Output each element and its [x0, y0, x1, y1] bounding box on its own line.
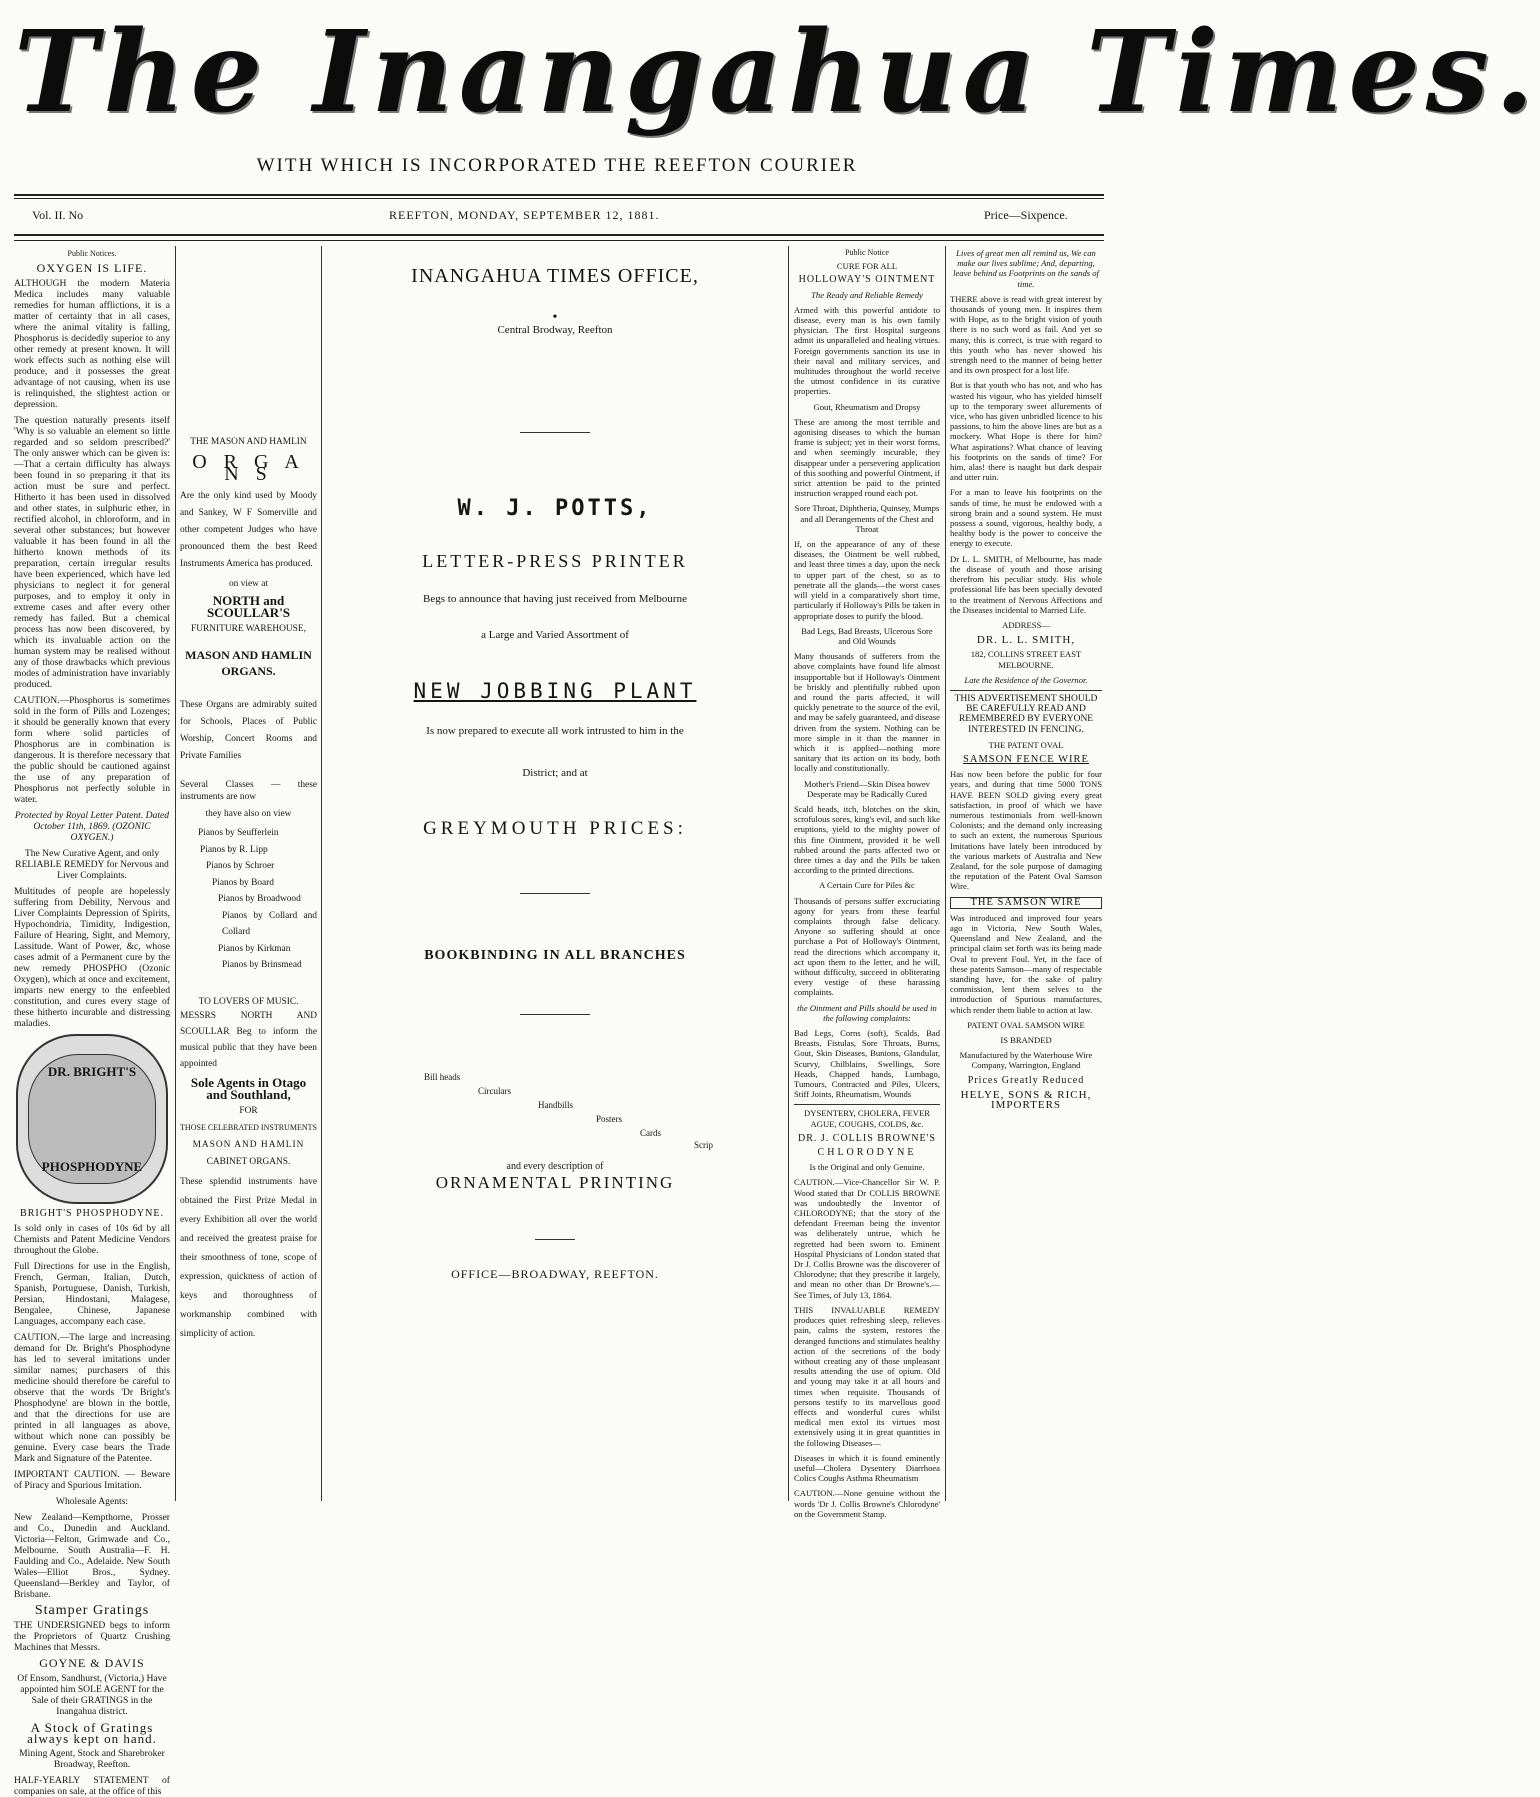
- mason-hamlin-2: MASON AND HAMLIN: [185, 648, 312, 662]
- divider: [520, 893, 590, 894]
- badge-top-text: DR. BRIGHT'S: [47, 1064, 137, 1079]
- furniture-warehouse: FURNITURE WAREHOUSE,: [191, 624, 306, 634]
- caution-2: CAUTION.—None genuine without the words 'Dr J. Collis Browne's Chlorodyne' on the Government Stamp.: [794, 1488, 940, 1519]
- phosphodyne-trademark-image: [16, 1034, 168, 1204]
- office-marker: •: [552, 310, 558, 325]
- youth-paragraph-2: But is that youth who has not, and who has wasted his vigour, who has yielded himself up to the temporary sweet allurements of vice, who has given unbridled licence to his passions, to him the above lines are but as a mockery. What Hope is there for him? What aspirations? What chance of leaving his footprints on the sands of time? For him, alas! there is naught but dark despair and utter ruin.: [950, 380, 1102, 483]
- multitudes-paragraph: Multitudes of people are hopelessly suffering from Debility, Nervous and Liver Complaints Depression of Spirits, Hypochondria, Timidity, Indigestion, Failure of Hearing, Sight, and Memory, Lassitude. Want of Power, &c, whose cases admit of a Permanent cure by the new remedy PHOSPHO (Ozonic Oxygen), which at once and excitement, imparts new energy to the enfeebled constitution, and cures every stage of these hitherto incurable and distressing maladies.: [14, 886, 170, 1029]
- messrs-paragraph: MESSRS NORTH AND SCOULLAR Beg to inform the musical public that they have been appointed: [180, 1010, 317, 1069]
- caution-paragraph: CAUTION.—Vice-Chancellor Sir W. P. Wood stated that Dr COLLIS BROWNE was undoubtedly the Inventor of CHLORODYNE; that the story of the defendant Freeman being the inventor was deliberately untrue, which he regretted had been sworn to. Eminent Hospital Physicians of London stated that Dr J. Collis Browne was the discoverer of Chlorodyne; that they prescribe it largely, and mean no other than Dr Browne's.—See Times, of July 13, 1864.: [794, 1177, 940, 1300]
- piano-item: Pianos by Brinsmead: [222, 960, 302, 970]
- also-on-view: they have also on view: [205, 809, 292, 819]
- item-scrip: Scrip: [694, 1140, 713, 1150]
- patent-notice: Protected by Royal Letter Patent. Dated October 11th, 1869. (OZONIC OXYGEN.): [14, 810, 170, 843]
- ready-remedy: The Ready and Reliable Remedy: [811, 289, 923, 300]
- district-line: District; and at: [522, 767, 588, 779]
- samson-wire-paragraph: Was introduced and improved four years ago in Victoria, New South Wales, Queensland and New Zealand, and the principal claim set forth was its being made Oval to prevent Foul. Yet, in the face of these patents Samson—many of respectable standing have, for the sake of paltry commission, lent them selves to the introduction of Spurious manufactures, which render them liable to action at law.: [950, 912, 1102, 1015]
- address-heading: ADDRESS—: [1002, 619, 1050, 630]
- printing-items: [330, 1071, 780, 1161]
- organs-2: ORGANS.: [221, 664, 276, 678]
- half-yearly: HALF-YEARLY STATEMENT of companies on sale, at the office of this: [14, 1775, 170, 1797]
- phosphodyne-sold: Is sold only in cases of 10s 6d by all Chemists and Patent Medicine Vendors throughout the Globe.: [14, 1223, 170, 1256]
- for-label: FOR: [239, 1105, 258, 1116]
- throat-paragraph: If, on the appearance of any of these diseases, the Ointment be well rubbed, and least three times a day, upon the neck to upper part of the chest, so as to penetrate all the glands—the worst cases will yield in a comparatively short time, particularly if Holloway's Pills be taken in appropriate doses to purify the blood.: [794, 539, 940, 621]
- divider: [535, 1239, 575, 1240]
- dr-smith: DR. L. L. SMITH,: [976, 634, 1076, 647]
- suited-paragraph: These Organs are admirably suited for Schools, Places of Public Worship, Concert Rooms and Private Families: [180, 700, 317, 761]
- office-address: Central Brodway, Reefton: [497, 324, 613, 336]
- importers: HELYE, SONS & RICH, IMPORTERS: [960, 1088, 1092, 1112]
- youth-paragraph-1: THERE above is read with great interest by thousands of young men. It inspires them with Hope, as to the bright vision of youth there is no such word as fail. And yet so many, this is correct, is true with regard to this youth who has never showed his strength need to the manner of being better and its own prospect for a lost life.: [950, 293, 1102, 376]
- office-footer: OFFICE—BROADWAY, REEFTON.: [451, 1267, 659, 1281]
- dysentery-heading: DYSENTERY, CHOLERA, FEVER AGUE, COUGHS, COLDS, &c.: [804, 1108, 930, 1129]
- piano-item: Pianos by Seufferlein: [198, 828, 279, 838]
- throat-heading: Sore Throat, Diphtheria, Quinsey, Mumps and all Derangements of the Chest and Throat: [794, 503, 940, 534]
- gout-heading: Gout, Rheumatism and Dropsy: [813, 401, 921, 412]
- organs-heading: O R G A N S: [192, 451, 305, 485]
- printer-name: W. J. POTTS,: [457, 496, 653, 521]
- remedy-notice: The New Curative Agent, and only RELIABLE REMEDY for Nervous and Liver Complaints.: [15, 848, 169, 881]
- divider: [520, 432, 590, 433]
- armed-paragraph: Armed with this powerful antidote to disease, every man is his own family physician. The first Hospital surgeons admit its unparalleled and healing virtues. Foreign governments sanction its use in their naval and military services, and multitudes throughout the world receive the utmost confidence in its curative properties.: [794, 304, 940, 397]
- oxygen-paragraph-2: The question naturally presents itself 'Why is so valuable an element so little regarded and so seldom prescribed?' The only answer which can be given is:—That a certain difficulty has always been found in so preparing it that its action must be sure and perfect. Hitherto it has been used in dissolved and other states, in sulphuric ether, in rectified alcohol, in chloroform, and in several other substances; but however valuable it has been found in all the hitherto known methods of its preparation, certain irregular results have been experienced, which have led physicians to neglect it for general purposes, and to employ it only in extreme cases and after every other remedy has failed. But a chemical process has now been discovered, by which its invaluable action on the human system may be realised without any of those drawbacks which previous modes of administration have invariably produced.: [14, 415, 170, 690]
- item-handbills: Handbills: [538, 1100, 573, 1110]
- cure-for-all: CURE FOR ALL: [836, 261, 898, 272]
- scald-paragraph: Scald heads, itch, blotches on the skin, scrofulous sores, king's evil, and such like eruptions, yield to the mighty power of this fine Ointment, provided it be well rubbed around the parts affected two or three times a day and the Pills be taken according to the printed directions.: [794, 803, 940, 876]
- letterpress-heading: LETTER-PRESS PRINTER: [422, 551, 688, 571]
- volume-number: Vol. II. No: [32, 208, 84, 222]
- begs-line: Begs to announce that having just received from Melbourne: [423, 593, 687, 605]
- goyne-davis: GOYNE & DAVIS: [39, 1656, 145, 1670]
- dateline-rule-thin: [14, 240, 1104, 241]
- caution-paragraph: CAUTION.—Phosphorus is sometimes sold in the form of Pills and Lozenges; it should be generally known that every form where solid particles of Phosphorus are in combination is dangerous. It is therefore necessary that the public should be cautioned against the use of any preparation of Phosphorus not perfectly soluble in water.: [14, 695, 170, 805]
- celebrated: THOSE CELEBRATED INSTRUMENTS: [180, 1122, 317, 1132]
- oxygen-heading: OXYGEN IS LIFE.: [36, 261, 148, 275]
- on-view: on view at: [228, 579, 269, 589]
- column-holloway: [794, 248, 940, 1519]
- branded: IS BRANDED: [1000, 1035, 1052, 1046]
- sole-agents: Sole Agents in Otago and Southland,: [190, 1074, 307, 1102]
- column-rule-2: [321, 246, 322, 1501]
- column-rule-3: [788, 246, 789, 1501]
- only-kind-paragraph: Are the only kind used by Moody and Sankey, W F Somerville and other competent Judges who have pronounced them the best Reed Instruments America has produced.: [180, 491, 317, 569]
- oxygen-paragraph: ALTHOUGH the modern Materia Medica includes many valuable remedies for human afflictions, it is a matter of certainty that in all cases, where the animal vitality is falling, Phosphorus is decidedly superior to any other remedy at present known. It will work effects such as nothing else will produce, and it possesses the great advantage of not causing, when its use is relinquished, the slightest action or depression.: [14, 278, 170, 410]
- divider: [520, 1014, 590, 1015]
- item-circulars: Circulars: [478, 1086, 511, 1096]
- assortment-line: a Large and Varied Assortment of: [481, 629, 629, 641]
- masthead-rule-thin: [14, 198, 1104, 199]
- badge-bottom-text: PHOSPHODYNE: [41, 1159, 143, 1174]
- mothers-heading: Mother's Friend—Skin Disea howev Desperate may be Radically Cured: [804, 778, 930, 799]
- chlorodyne: CHLORODYNE: [817, 1147, 917, 1159]
- column-organs: [180, 248, 317, 1498]
- important-caution: IMPORTANT CAUTION. — Beware of Piracy and Spurious Imitation.: [14, 1469, 170, 1491]
- stamper-paragraph: THE UNDERSIGNED begs to inform the Proprietors of Quartz Crushing Machines that Messrs.: [14, 1620, 170, 1653]
- column-public-notices: [14, 248, 170, 1797]
- masthead-rule: [14, 194, 1104, 196]
- mason-heading: THE MASON AND HAMLIN: [190, 437, 307, 447]
- original-genuine: Is the Original and only Genuine.: [809, 1162, 925, 1173]
- piano-item: Pianos by Collard and Collard: [222, 910, 317, 937]
- bookbinding: BOOKBINDING IN ALL BRANCHES: [424, 948, 686, 963]
- newspaper-subtitle: WITH WHICH IS INCORPORATED THE REEFTON COURIER: [256, 155, 858, 176]
- place-date: REEFTON, MONDAY, SEPTEMBER 12, 1881.: [389, 208, 660, 222]
- collins-street: 182, COLLINS STREET EAST MELBOURNE.: [970, 649, 1082, 670]
- piano-item: Pianos by Kirkman: [218, 943, 291, 954]
- mason-hamlin-3: MASON AND HAMLIN: [192, 1139, 305, 1150]
- holloway-heading: HOLLOWAY'S OINTMENT: [798, 274, 936, 286]
- piano-item: Pianos by Schroer: [206, 861, 275, 871]
- lovers-heading: TO LOVERS OF MUSIC.: [198, 996, 299, 1007]
- goyne-paragraph: Of Ensom, Sandhurst, (Victoria,) Have appointed him SOLE AGENT for the Sale of their GRATINGS in the Inangahua district.: [17, 1673, 167, 1717]
- phosphodyne-heading: BRIGHT'S PHOSPHODYNE.: [20, 1208, 164, 1219]
- prices-reduced: Prices Greatly Reduced: [967, 1074, 1085, 1086]
- prepared-line: Is now prepared to execute all work intrusted to him in the: [426, 725, 684, 737]
- youth-paragraph-3: For a man to leave his footprints on the sands of time, he must be endowed with a strong brain and a sound system. He must possess a sound, vigorous, healthy body, a healthy body is the power to conceive the energy to execute.: [950, 487, 1102, 549]
- ornamental-printing: ORNAMENTAL PRINTING: [435, 1173, 675, 1192]
- stock-heading: A Stock of Gratings always kept on hand.: [27, 1720, 157, 1746]
- late-residence: Late the Residence of the Governor.: [964, 674, 1088, 685]
- manufactured: Manufactured by the Waterhouse Wire Company, Warrington, England: [959, 1050, 1093, 1071]
- stamper-heading: Stamper Gratings: [34, 1603, 150, 1618]
- masthead: [0, 0, 1540, 176]
- several-classes: Several Classes — these instruments are now: [180, 780, 317, 802]
- fencing-notice: THIS ADVERTISEMENT SHOULD BE CAREFULLY READ AND REMEMBERED BY EVERYONE INTERESTED IN FENCING.: [954, 693, 1098, 735]
- dateline: [14, 208, 1104, 230]
- section-label: Public Notice: [845, 248, 889, 257]
- ointment-used: the Ointment and Pills should be used in the following complaints:: [797, 1002, 937, 1023]
- newspaper-title: The Inangahua Times.: [14, 7, 1540, 138]
- office-heading: INANGAHUA TIMES OFFICE,: [411, 265, 699, 287]
- section-label: Public Notices.: [67, 249, 117, 258]
- wholesale-agents-label: Wholesale Agents:: [55, 1496, 129, 1507]
- piles-paragraph: Thousands of persons suffer excruciating agony for years from these fearful complaints through false delicacy. Anyone so suffering should at once purchase a Pot of Holloway's Ointment, read the directions which accompany it, act upon them to the letter, and he will, without difficulty, succeed in obliterating every vestige of these harassing complaints.: [794, 895, 940, 998]
- north-scoullar: NORTH and SCOULLAR'S: [206, 593, 291, 620]
- new-jobbing-plant: NEW JOBBING PLANT: [413, 679, 697, 703]
- piano-item: Pianos by Board: [212, 877, 274, 888]
- every-description: and every description of: [506, 1161, 604, 1172]
- complaints-list: Bad Legs, Corns (soft), Scalds, Bad Breasts, Fistulas, Sore Throats, Burns, Gout, Skin Diseases, Bunions, Glandular, Scurvy, Chilblains, Swellings, Sore Heads, Chapped hands, Lumbago, Tumours, Contracted and Piles, Ulcers, Stiff Joints, Rheumatism, Wounds: [794, 1028, 940, 1100]
- cabinet-organs: CABINET ORGANS.: [206, 1156, 291, 1167]
- wholesale-agents-list: New Zealand—Kempthorne, Prosser and Co., Dunedin and Auckland. Victoria—Felton, Grimwade and Co., Melbourne. South Australia—F. H. Faulding and Co., Adelaide. New South Wales—Elliot Bros., Sydney. Queensland—Berkley and Taylor, of Brisbane.: [14, 1512, 170, 1600]
- samson-wire: THE SAMSON WIRE: [950, 897, 1102, 909]
- column-samson-wire: [950, 248, 1102, 1498]
- invaluable-paragraph: THIS INVALUABLE REMEDY produces quiet refreshing sleep, relieves pain, calms the system, restores the deranged functions and stimulates healthy action of the secretions of the body without creating any of those unpleasant results attending the use of opium. Old and young may take it at all hours and times when requisite. Thousands of persons testify to its marvellous good effects and wonderful cures whilst medical men extol its virtues most extensively using it in great quantities in the following Diseases—: [794, 1304, 940, 1448]
- pianos-list: [180, 825, 317, 974]
- youth-paragraph-4: Dr L. L. SMITH, of Melbourne, has made the disease of youth and those arising therefrom his peculiar study. His whole professional life has been specially devoted to the treatment of Nervous Affections and the Diseases incidental to Married Life.: [950, 553, 1102, 615]
- item-cards: Cards: [640, 1128, 661, 1138]
- patent-oval-wire: PATENT OVAL SAMSON WIRE: [967, 1019, 1085, 1030]
- collis-browne: DR. J. COLLIS BROWNE'S: [798, 1132, 936, 1144]
- legs-paragraph: Many thousands of sufferers from the above complaints have found life almost insupportable but if Holloway's Ointment be briskly and plentifully rubbed upon and round the parts affected, it will quickly penetrate to the source of the evil, and may be safely guaranteed, and disease driven from the system. Nothing can be more simple in it than the manner in which it is applied—nothing more sanitary that its action on its body, both locally and constitutionally.: [794, 651, 940, 774]
- item-bill-heads: Bill heads: [424, 1072, 461, 1082]
- column-rule-1: [175, 246, 176, 1501]
- patent-oval: THE PATENT OVAL: [988, 739, 1064, 750]
- phosphodyne-directions: Full Directions for use in the English, French, German, Italian, Dutch, Spanish, Portuguese, Danish, Turkish, Persian, Hindostani, Malagese, Bengalee, Chinese, Japanese Languages, accompany each case.: [14, 1261, 170, 1327]
- samson-fence-wire: SAMSON FENCE WIRE: [963, 753, 1089, 765]
- item-posters: Posters: [596, 1114, 623, 1124]
- column-rule-4: [945, 246, 946, 1501]
- phosphodyne-caution: CAUTION.—The large and increasing demand for Dr. Bright's Phosphodyne has led to several imitations under similar names; purchasers of this medicine should therefore be careful to observe that the words 'Dr Bright's Phosphodyne' are blown in the bottle, and that the directions for use are printed in all languages as above, without which none can possibly be genuine. Every case bears the Trade Mark and Signature of the Patentee.: [14, 1332, 170, 1464]
- mining-agent: Mining Agent, Stock and Sharebroker Broadway, Reefton.: [19, 1748, 165, 1770]
- splendid-paragraph: These splendid instruments have obtained the First Prize Medal in every Exhibition all over the world and received the greatest praise for their smoothness of tone, scope of expression, quickness of action of keys and thoroughness of workmanship combined with simplicity of action.: [180, 1176, 317, 1339]
- dateline-rule: [14, 234, 1104, 236]
- piano-item: Pianos by R. Lipp: [200, 844, 268, 855]
- legs-heading: Bad Legs, Bad Breasts, Ulcerous Sore and Old Wounds: [801, 625, 933, 646]
- greymouth-prices: GREYMOUTH PRICES:: [423, 818, 687, 839]
- samson-paragraph: Has now been before the public for four years, and during that time 5000 TONS HAVE BEEN SOLD giving every great satisfaction, in proof of which we have numerous testimonials from well-known Colonists; and the demand only increasing to such an extent, the numerous Spurious Imitations have lately been introduced by the various markets of Australia and New Zealand, for the sole purpose of damaging the reputation of the Patent Oval Samson Wire.: [950, 769, 1102, 892]
- piles-heading: A Certain Cure for Piles &c: [819, 880, 915, 891]
- diseases-paragraph: Diseases in which it is found eminently useful—Cholera Dysentery Diarrhoea Colics Coughs Asthma Rheumatism: [794, 1452, 940, 1484]
- poem: Lives of great men all remind us, We can make our lives sublime; And, departing, leave behind us Footprints on the sands of time.: [953, 248, 1099, 289]
- piano-item: Pianos by Broadwood: [218, 894, 301, 904]
- price: Price—Sixpence.: [984, 208, 1068, 222]
- gout-paragraph: These are among the most terrible and agonising diseases to which the human frame is subject; yet in their worst forms, and when seemingly incurable, they disappear under a persevering application of this soothing and powerful Ointment, if strict attention be paid to the printed instruction wrapped round each pot.: [794, 416, 940, 499]
- column-printing-office: [330, 248, 780, 1498]
